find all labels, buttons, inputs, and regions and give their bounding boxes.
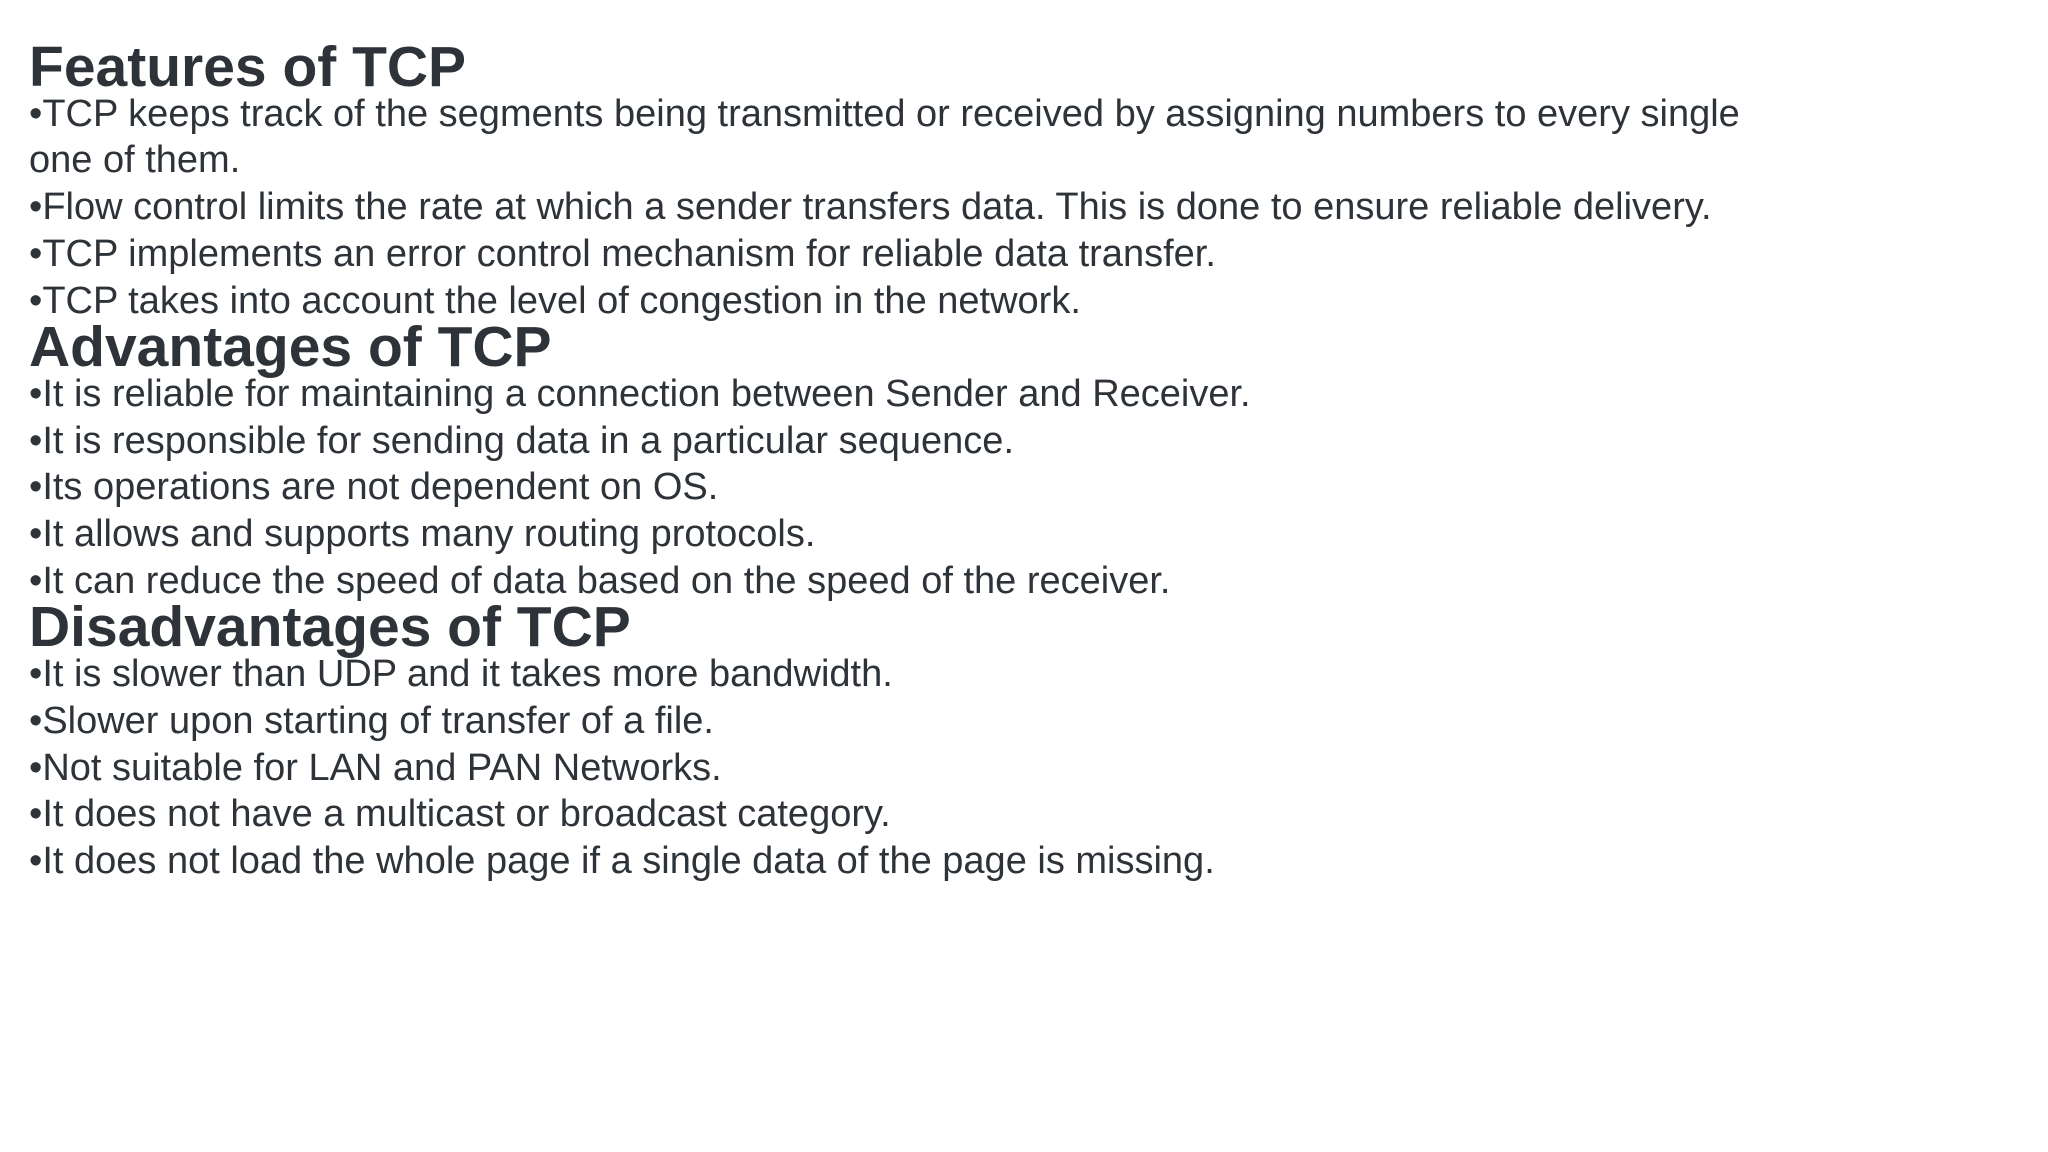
bullet-icon	[29, 233, 42, 275]
list-item: • It is responsible for sending data in a particular sequence.	[29, 418, 2009, 465]
document-body	[29, 35, 2009, 885]
list-item: • Its operations are not dependent on OS.	[29, 464, 2009, 511]
advantages-list	[29, 371, 2009, 605]
list-item: • TCP takes into account the level of congestion in the network.	[29, 278, 2009, 325]
list-item: • It is reliable for maintaining a connection between Sender and Receiver.	[29, 371, 2009, 418]
bullet-icon	[29, 747, 42, 789]
list-item: • It does not have a multicast or broadcast category.	[29, 791, 2009, 838]
disadvantages-list	[29, 651, 2009, 885]
bullet-icon	[29, 186, 42, 228]
list-item: • It allows and supports many routing protocols.	[29, 511, 2009, 558]
bullet-icon	[29, 793, 42, 835]
bullet-icon	[29, 513, 42, 555]
section-advantages	[29, 315, 2009, 604]
list-item: • Flow control limits the rate at which a sender transfers data. This is done to ensure reliable delivery.	[29, 184, 2009, 231]
section-title-features: Features of TCP	[29, 35, 467, 99]
list-item: • It does not load the whole page if a single data of the page is missing.	[29, 838, 2009, 885]
bullet-icon	[29, 700, 42, 742]
section-title-disadvantages: Disadvantages of TCP	[29, 595, 631, 660]
section-disadvantages	[29, 595, 2009, 884]
list-item: • It can reduce the speed of data based on the speed of the receiver.	[29, 558, 2009, 605]
list-item: • TCP keeps track of the segments being transmitted or received by assigning numbers to every single one of them.	[29, 91, 1809, 184]
section-features	[29, 35, 2009, 324]
bullet-icon	[29, 93, 42, 135]
bullet-icon	[29, 840, 42, 882]
list-item: • Not suitable for LAN and PAN Networks.	[29, 745, 2009, 792]
features-list	[29, 91, 2009, 325]
bullet-icon	[29, 466, 42, 508]
list-item: • TCP implements an error control mechanism for reliable data transfer.	[29, 231, 2009, 278]
bullet-icon	[29, 373, 42, 415]
bullet-icon	[29, 653, 42, 695]
list-item: • It is slower than UDP and it takes more bandwidth.	[29, 651, 2009, 698]
bullet-icon	[29, 420, 42, 462]
section-title-advantages: Advantages of TCP	[29, 315, 552, 380]
list-item: • Slower upon starting of transfer of a file.	[29, 698, 2009, 745]
